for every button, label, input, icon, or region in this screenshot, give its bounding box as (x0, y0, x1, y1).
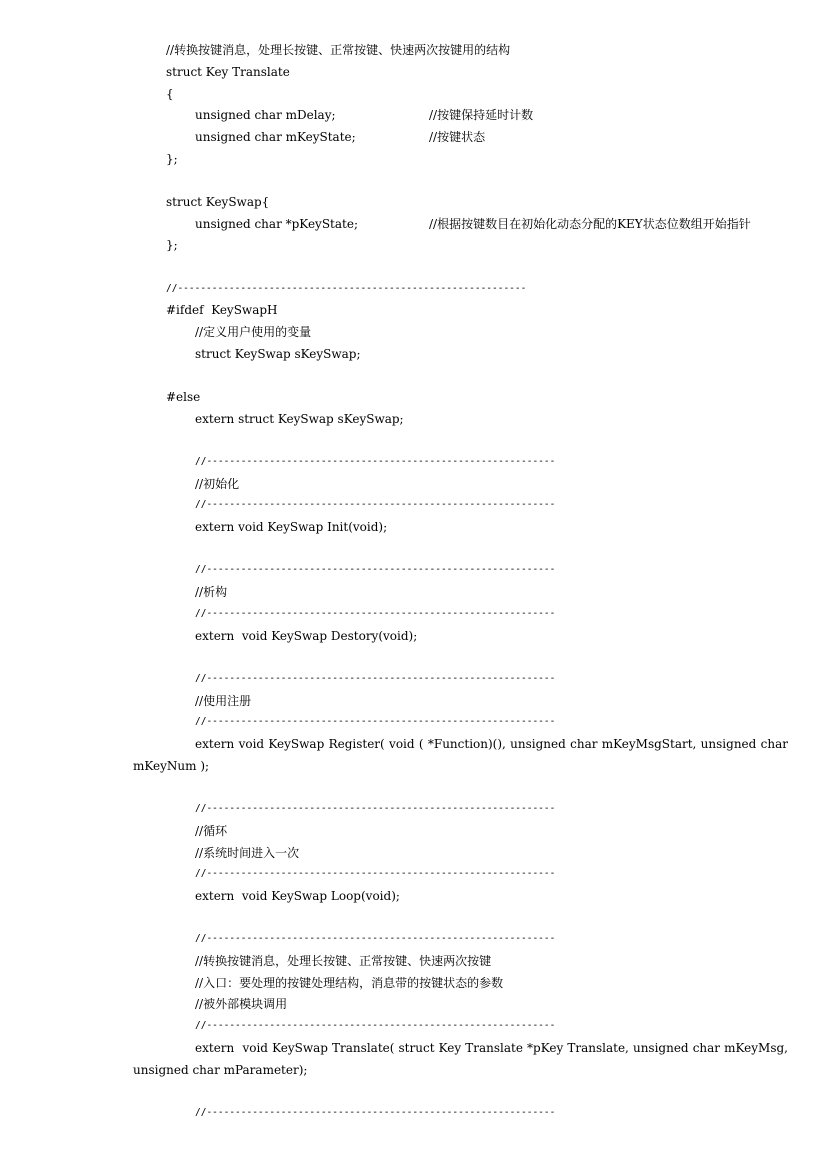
code-line: unsigned char *pKeyState; (195, 217, 358, 231)
code-line: { (166, 87, 174, 101)
code-line: extern void KeySwap Destory(void); (195, 629, 418, 643)
separator-comment: //------------------------------------------------------------- (195, 716, 556, 727)
code-comment: //按键保持延时计数 (429, 108, 534, 122)
code-comment: //初始化 (195, 477, 240, 491)
code-line: mKeyNum ); (133, 759, 210, 773)
code-comment: //入口：要处理的按键处理结构，消息带的按键状态的参数 (195, 976, 504, 990)
separator-comment: //------------------------------------------------------------- (195, 499, 556, 510)
code-line: unsigned char mDelay; (195, 108, 336, 122)
code-line: struct Key Translate (166, 65, 290, 79)
code-line: }; (166, 152, 178, 166)
code-comment: //转换按键消息，处理长按键、正常按键、快速两次按键 (195, 954, 492, 968)
code-line: extern struct KeySwap sKeySwap; (195, 412, 404, 426)
separator-comment: //------------------------------------------------------------- (166, 283, 527, 294)
code-comment: //使用注册 (195, 694, 252, 708)
code-line: #ifdef KeySwapH (166, 303, 278, 317)
code-line: #else (166, 390, 201, 404)
code-comment: //根据按键数目在初始化动态分配的KEY状态位数组开始指针 (429, 217, 751, 231)
code-comment: //定义用户使用的变量 (195, 325, 312, 339)
code-line: extern void KeySwap Register( void ( *Function)(), unsigned char mKeyMsgStart, unsigned char (195, 737, 788, 751)
code-line: struct KeySwap sKeySwap; (195, 347, 361, 361)
separator-comment: //------------------------------------------------------------- (195, 933, 556, 944)
code-comment: //系统时间进入一次 (195, 846, 300, 860)
separator-comment: //------------------------------------------------------------- (195, 564, 556, 575)
code-line: }; (166, 238, 178, 252)
separator-comment: //------------------------------------------------------------- (195, 608, 556, 619)
separator-comment: //------------------------------------------------------------- (195, 1020, 556, 1031)
code-line: extern void KeySwap Translate( struct Key Translate *pKey Translate, unsigned char mKeyMsg, (195, 1041, 788, 1055)
code-line: unsigned char mKeyState; (195, 130, 356, 144)
code-comment: //转换按键消息，处理长按键、正常按键、快速两次按键用的结构 (166, 43, 511, 57)
code-line: extern void KeySwap Init(void); (195, 520, 388, 534)
separator-comment: //------------------------------------------------------------- (195, 868, 556, 879)
code-comment: //循环 (195, 824, 228, 838)
separator-comment: //------------------------------------------------------------- (195, 456, 556, 467)
code-comment: //被外部模块调用 (195, 997, 288, 1011)
code-line: extern void KeySwap Loop(void); (195, 889, 400, 903)
separator-comment: //------------------------------------------------------------- (195, 803, 556, 814)
code-line: unsigned char mParameter); (133, 1063, 308, 1077)
separator-comment: //------------------------------------------------------------- (195, 1107, 556, 1118)
code-line: struct KeySwap{ (166, 195, 270, 209)
code-comment: //按键状态 (429, 130, 486, 144)
code-comment: //析构 (195, 585, 228, 599)
separator-comment: //------------------------------------------------------------- (195, 673, 556, 684)
